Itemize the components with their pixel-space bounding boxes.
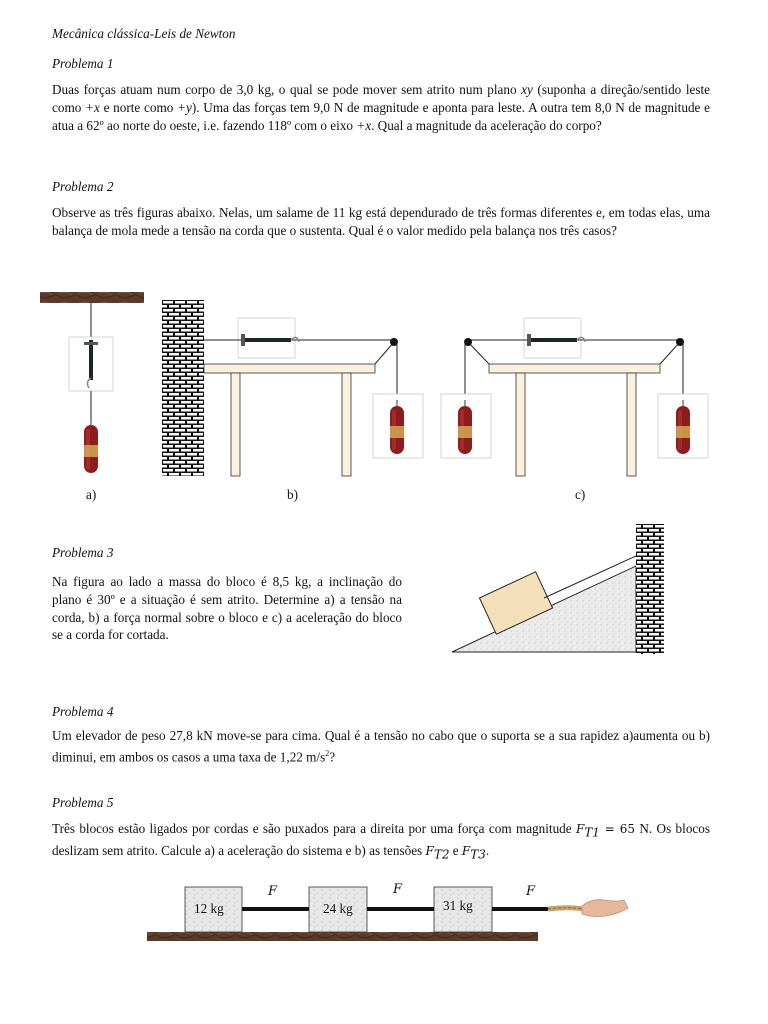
floor-p5 [147, 932, 538, 941]
force-label-2: F [393, 882, 403, 897]
problem-2-text: Observe as três figuras abaixo. Nelas, um salame de 11 kg está dependurado de três formas diferentes e, em todas elas, uma balança de mola mede a tensão na corda que o sustenta. Qual é o valor medido pela balança nos três casos? [52, 205, 710, 238]
problem-2-heading: Problema 2 [52, 179, 114, 194]
problem-4-text: Um elevador de peso 27,8 kN move-se para cima. Qual é a tensão no cabo que o suporta se a sua rapidez a)aumenta ou b) diminui, em ambos os casos a uma taxa de 1,22 $m/s^2$? [52, 728, 710, 765]
hand-pulling-rope [548, 882, 628, 944]
salami-a [84, 419, 98, 473]
ceiling-a [40, 292, 144, 303]
rope-3 [492, 907, 550, 911]
document-title: Mecânica clássica-Leis de Newton [52, 26, 236, 41]
figure-label-a: a) [86, 487, 97, 502]
salami-c-left [458, 400, 472, 454]
figure-label-b: b) [287, 487, 298, 502]
problem-1-heading: Problema 1 [52, 56, 114, 71]
problem-3-text: Na figura ao lado a massa do bloco é 8,5 kg, a inclinação do plano é 30º e a situação é sem atrito. Determine a) a tensão na corda, b) a força normal sobre o bloco e c) a aceleração do bloco se a corda for cortada. [52, 574, 402, 643]
rope-2 [367, 907, 434, 911]
problem-4-heading: Problema 4 [52, 704, 114, 719]
table-top-c [489, 364, 660, 373]
salami-c-right [676, 400, 690, 454]
problem-1-text: Duas forças atuam num corpo de 3,0 kg, o qual se pode mover sem atrito num plano xy (suponha a direção/sentido leste como +x e norte como +y). Uma das forças tem 9,0 N de magnitude e aponta para leste. A outra tem 8,0 N de magnitude e atua a 62º ao norte do oeste, i.e. fazendo 118º com o eixo +x. Qual a magnitude da aceleração do corpo? [52, 82, 710, 133]
problem-5-text: Três blocos estão ligados por cordas e são puxados para a direita por uma força com magnitude $F_{T1} = 65$ N. Os blocos deslizam sem atrito. Calcule a) a aceleração do sistema e b) as tensões $F_{T2}$ e $F_{T3}$. [52, 821, 710, 863]
problem-5-heading: Problema 5 [52, 795, 114, 810]
block-label-24kg: 24 kg [323, 901, 353, 916]
rope-1 [242, 907, 309, 911]
brick-wall-b [162, 300, 204, 476]
figure-label-c: c) [575, 487, 586, 502]
block-label-12kg: 12 kg [194, 901, 224, 916]
block-label-31kg: 31 kg [443, 898, 473, 913]
salami-b [390, 400, 404, 454]
force-label-3: F [526, 884, 536, 899]
brick-wall-p3 [636, 524, 664, 654]
table-top-b [204, 364, 375, 373]
problem-3-heading: Problema 3 [52, 545, 114, 560]
force-label-1: F [268, 884, 278, 899]
